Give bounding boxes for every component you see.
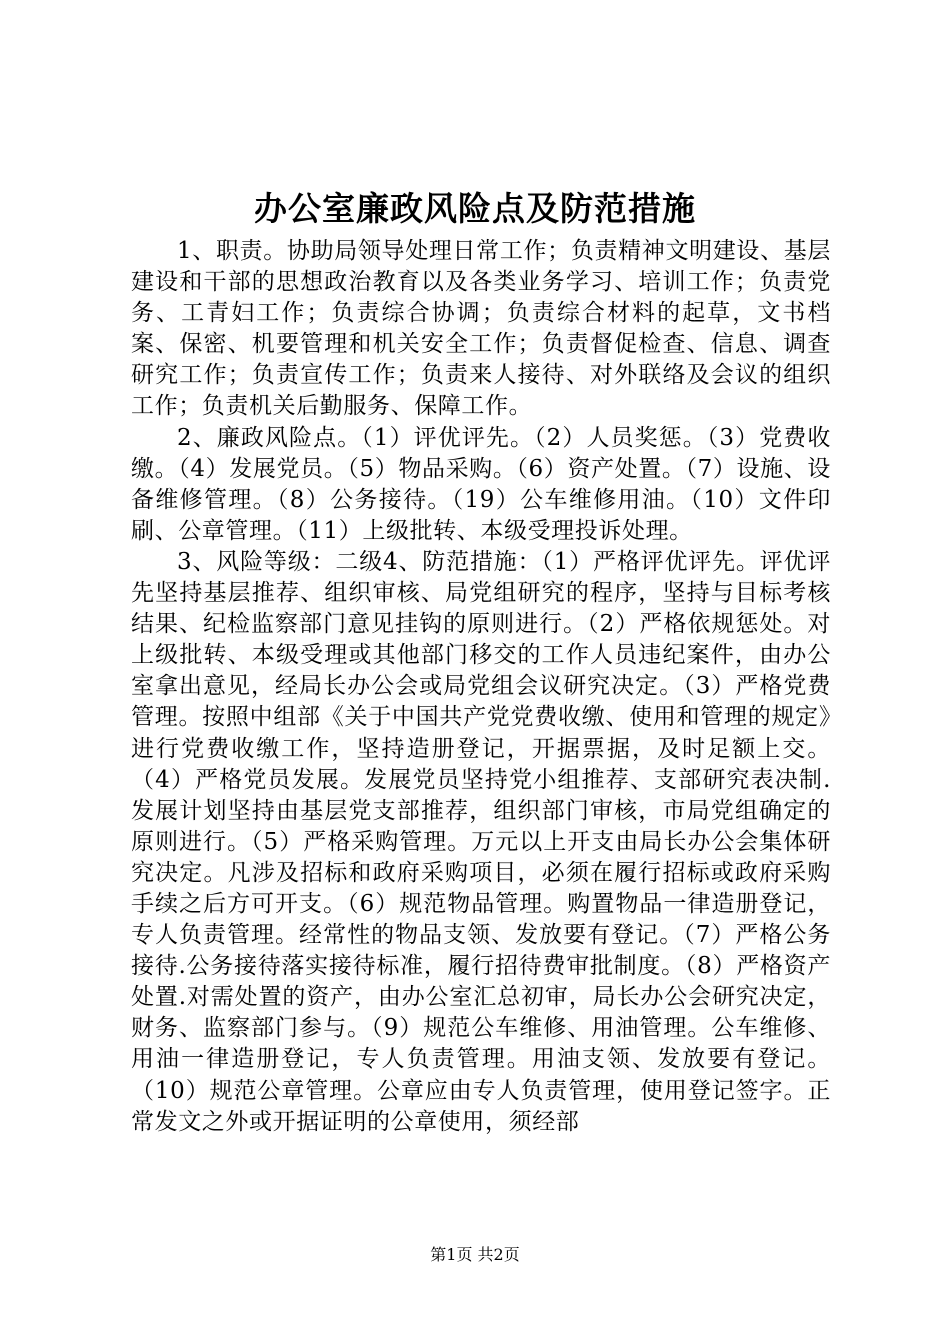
paragraph-duties: 1、职责。协助局领导处理日常工作；负责精神文明建设、基层建设和干部的思想政治教育以及各类业务学习、培训工作；负责党务、工青妇工作；负责综合协调；负责综合材料的起草，文书档案、保密、机要管理和机关安全工作；负责督促检查、信息、调查研究工作；负责宣传工作；负责来人接待、对外联络及会议的组织工作；负责机关后勤服务、保障工作。: [131, 238, 831, 420]
document-title: 办公室廉政风险点及防范措施: [254, 189, 696, 228]
document-body: [131, 236, 831, 1138]
page-number-footer: 第1页 共2页: [430, 1245, 520, 1264]
paragraph-risk-level-measures: 3、风险等级：二级4、防范措施：（1）严格评优评先。评优评先坚持基层推荐、组织审核、局党组研究的程序，坚持与目标考核结果、纪检监察部门意见挂钩的原则进行。（2）严格依规惩处。对上级批转、本级受理或其他部门移交的工作人员违纪案件，由办公室拿出意见，经局长办公会或局党组会议研究决定。（3）严格党费管理。按照中组部《关于中国共产党党费收缴、使用和管理的规定》进行党费收缴工作，坚持造册登记，开据票据，及时足额上交。（4）严格党员发展。发展党员坚持党小组推荐、支部研究表决制.发展计划坚持由基层党支部推荐，组织部门审核，市局党组确定的原则进行。（5）严格采购管理。万元以上开支由局长办公会集体研究决定。凡涉及招标和政府采购项目，必须在履行招标或政府采购手续之后方可开支。（6）规范物品管理。购置物品一律造册登记，专人负责管理。经常性的物品支领、发放要有登记。（7）严格公务接待.公务接待落实接待标准，履行招待费审批制度。（8）严格资产处置.对需处置的资产，由办公室汇总初审，局长办公会研究决定，财务、监察部门参与。（9）规范公车维修、用油管理。公车维修、用油一律造册登记，专人负责管理。用油支领、发放要有登记。（10）规范公章管理。公章应由专人负责管理，使用登记签字。正常发文之外或开据证明的公章使用，须经部: [131, 548, 831, 1135]
paragraph-risk-points: 2、廉政风险点。（1）评优评先。（2）人员奖惩。（3）党费收缴。（4）发展党员。（5）物品采购。（6）资产处置。（7）设施、设备维修管理。（8）公务接待。（19）公车维修用油。（10）文件印刷、公章管理。（11）上级批转、本级受理投诉处理。: [131, 424, 831, 544]
